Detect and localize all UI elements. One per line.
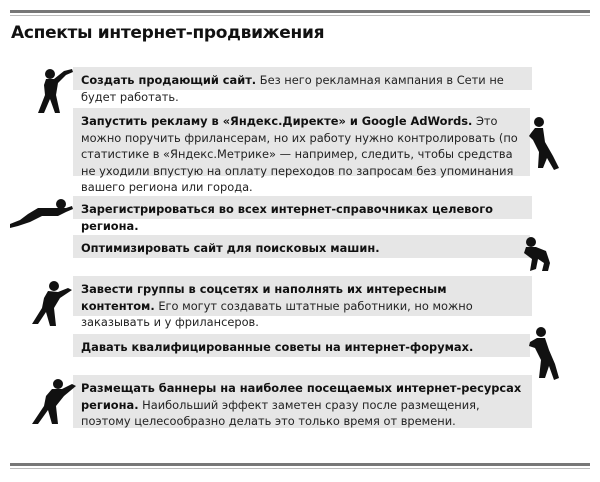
item-panel-5: [73, 276, 532, 329]
item-text: Наибольший эффект заметен сразу после размещения, поэтому целесообразно делать это только время от времени.: [81, 397, 480, 428]
item-panel-2: [73, 108, 530, 194]
bottom-rule: [10, 463, 590, 466]
item-panel-4: [73, 235, 530, 258]
item-bold: Создать продающий сайт.: [81, 73, 257, 87]
crouching-figure-icon: [522, 235, 554, 273]
top-rule: [10, 10, 590, 13]
page-title: Аспекты интернет-продвижения: [11, 23, 325, 43]
item-bold: Оптимизировать сайт для поисковых машин.: [81, 241, 380, 255]
item-panel-1: [73, 67, 532, 104]
pushing-figure-icon: [28, 376, 78, 428]
item-panel-6: [73, 334, 530, 357]
item-bold: Запустить рекламу в «Яндекс.Директе» и Google AdWords.: [81, 114, 473, 128]
item-bold: Давать квалифицированные советы на интернет-форумах.: [81, 340, 474, 354]
item-text: Это можно поручить фрилансерам, но их работу нужно контролировать (по статистике в «Яндекс.Метрике» — например, следить, чтобы средства не уходили впустую на оплату переходов по запросам без упоминания вашего региона или города.: [81, 114, 518, 194]
pushing-figure-icon: [28, 65, 78, 117]
crawling-figure-icon: [8, 196, 74, 232]
top-rule-thin: [10, 15, 590, 16]
pushing-figure-icon: [28, 278, 74, 330]
item-bold: Зарегистрироваться во всех интернет-справочниках целевого региона.: [81, 202, 493, 233]
item-bold: Завести группы в соцсетях и наполнять их интересным контентом.: [81, 282, 447, 313]
item-bold: Размещать баннеры на наиболее посещаемых интернет-ресурсах региона.: [81, 381, 522, 412]
leaning-figure-icon: [527, 116, 567, 172]
item-panel-3: [73, 196, 532, 233]
bottom-rule-thin: [10, 468, 590, 469]
item-text: Без него рекламная кампания в Сети не будет работать.: [81, 73, 504, 104]
leaning-figure-icon: [527, 326, 565, 382]
item-panel-7: [73, 375, 532, 428]
item-text: Его могут создавать штатные работники, но можно заказывать и у фрилансеров.: [81, 298, 473, 329]
